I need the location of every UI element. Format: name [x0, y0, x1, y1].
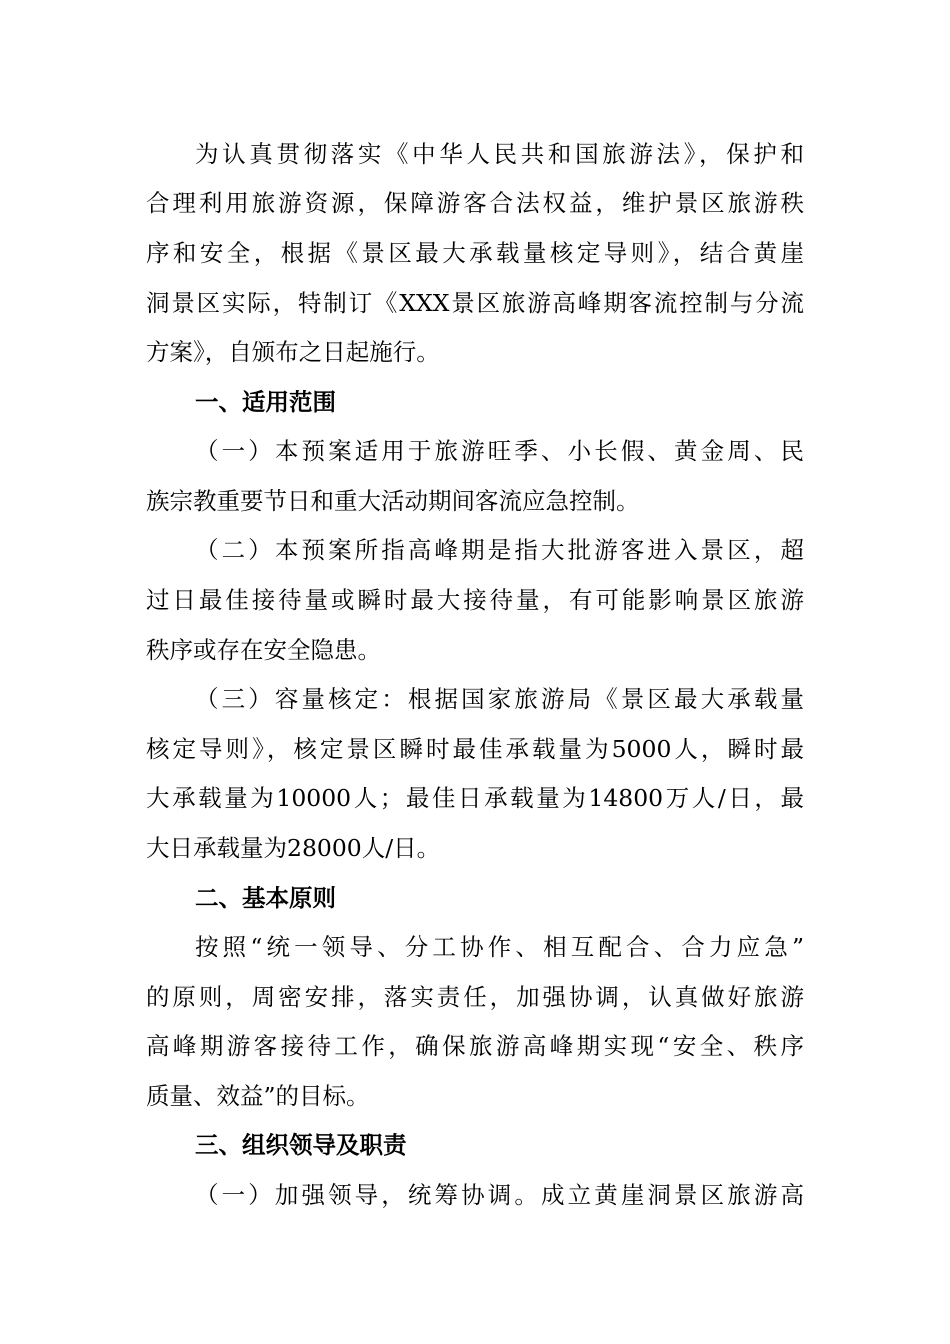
- paragraph-scope-2-line-3: 秩序或存在安全隐患。: [146, 636, 381, 664]
- paragraph-scope-1-line-2: 族宗教重要节日和重大活动期间客流应急控制。: [146, 487, 640, 515]
- paragraph-scope-2-line-2: 过日最佳接待量或瞬时最大接待量，有可能影响景区旅游: [146, 586, 804, 614]
- paragraph-organization-line-1: （一）加强领导，统筹协调。成立黄崖洞景区旅游高: [195, 1181, 804, 1209]
- paragraph-intro-line-4: 洞景区实际，特制订《XXX景区旅游高峰期客流控制与分流: [146, 289, 804, 317]
- paragraph-intro-line-5: 方案》，自颁布之日起施行。: [146, 338, 440, 366]
- paragraph-principles-line-2: 的原则，周密安排，落实责任，加强协调，认真做好旅游: [146, 983, 804, 1011]
- paragraph-scope-3-line-3: 大承载量为10000人；最佳日承载量为14800万人/日，最: [146, 784, 804, 812]
- paragraph-principles-line-1: 按照“统一领导、分工协作、相互配合、合力应急”: [195, 933, 804, 961]
- paragraph-intro-line-1: 为认真贯彻落实《中华人民共和国旅游法》，保护和: [195, 140, 804, 168]
- paragraph-principles-line-4: 质量、效益”的目标。: [146, 1082, 370, 1110]
- paragraph-scope-1-line-1: （一）本预案适用于旅游旺季、小长假、黄金周、民: [195, 437, 804, 465]
- section-heading-scope: 一、适用范围: [195, 388, 336, 416]
- paragraph-scope-3-line-2: 核定导则》，核定景区瞬时最佳承载量为5000人，瞬时最: [146, 735, 804, 763]
- paragraph-principles-line-3: 高峰期游客接待工作，确保旅游高峰期实现“安全、秩序: [146, 1032, 804, 1060]
- section-heading-principles: 二、基本原则: [195, 884, 336, 912]
- paragraph-intro-line-2: 合理利用旅游资源，保障游客合法权益，维护景区旅游秩: [146, 189, 804, 217]
- paragraph-intro-line-3: 序和安全，根据《景区最大承载量核定导则》，结合黄崖: [146, 239, 804, 267]
- section-heading-organization: 三、组织领导及职责: [195, 1131, 407, 1159]
- paragraph-scope-2-line-1: （二）本预案所指高峰期是指大批游客进入景区，超: [195, 536, 804, 564]
- paragraph-scope-3-line-4: 大日承载量为28000人/日。: [146, 834, 441, 862]
- paragraph-scope-3-line-1: （三）容量核定：根据国家旅游局《景区最大承载量: [195, 685, 804, 713]
